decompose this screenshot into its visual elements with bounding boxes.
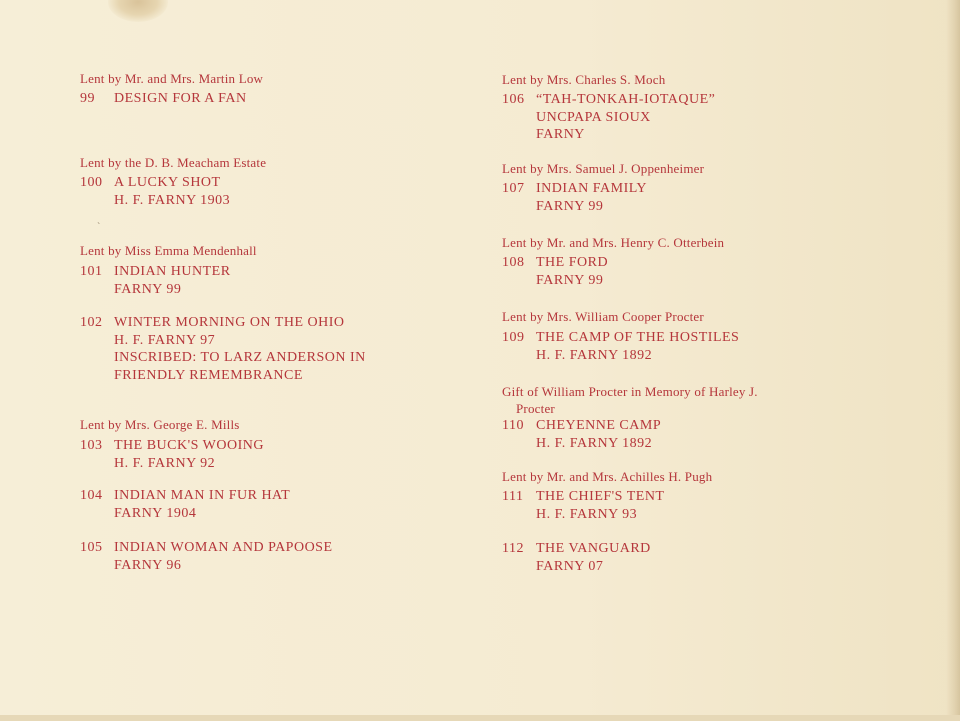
entry-inscription: INSCRIBED: TO LARZ ANDERSON IN bbox=[114, 350, 366, 365]
lender-credit: Lent by Mr. and Mrs. Henry C. Otterbein bbox=[502, 235, 725, 250]
lender-credit: Lent by Mr. and Mrs. Martin Low bbox=[80, 71, 264, 86]
entry-signature: H. F. FARNY 92 bbox=[114, 455, 216, 471]
entry-signature: FARNY bbox=[536, 127, 585, 142]
entry-signature: FARNY 99 bbox=[536, 198, 604, 214]
entry-number: 104 bbox=[80, 488, 103, 503]
entry-number: 105 bbox=[80, 540, 103, 555]
entry-number: 103 bbox=[80, 438, 103, 453]
entry-title: THE CHIEF'S TENT bbox=[536, 489, 665, 504]
entry-title: CHEYENNE CAMP bbox=[536, 418, 662, 433]
entry-title: A LUCKY SHOT bbox=[114, 175, 221, 190]
lender-credit: Lent by Mrs. Samuel J. Oppenheimer bbox=[502, 161, 705, 176]
paper-stain bbox=[108, 0, 168, 22]
entry-title: WINTER MORNING ON THE OHIO bbox=[114, 315, 345, 330]
entry-signature: H. F. FARNY 1892 bbox=[536, 347, 653, 363]
entry-number: 99 bbox=[80, 91, 95, 106]
entry-number: 112 bbox=[502, 541, 524, 556]
entry-number: 109 bbox=[502, 330, 525, 345]
page-bottom-edge bbox=[0, 715, 960, 721]
entry-title: THE FORD bbox=[536, 255, 609, 270]
entry-signature: FARNY 99 bbox=[536, 272, 604, 288]
entry-signature: FARNY 96 bbox=[114, 557, 182, 573]
entry-signature: H. F. FARNY 1903 bbox=[114, 192, 231, 208]
lender-credit-line: Gift of William Procter in Memory of Harley J. bbox=[502, 384, 758, 399]
entry-signature: FARNY 1904 bbox=[114, 505, 197, 521]
entry-signature: H. F. FARNY 97 bbox=[114, 332, 216, 348]
lender-credit: Lent by Mrs. Charles S. Moch bbox=[502, 72, 666, 87]
entry-title: DESIGN FOR A FAN bbox=[114, 91, 247, 106]
entry-title: INDIAN FAMILY bbox=[536, 181, 647, 196]
entry-number: 101 bbox=[80, 264, 103, 279]
entry-number: 111 bbox=[502, 489, 524, 504]
entry-number: 106 bbox=[502, 92, 525, 107]
lender-credit: Lent by Miss Emma Mendenhall bbox=[80, 243, 257, 258]
lender-credit-line: Procter bbox=[516, 401, 555, 416]
entry-signature: H. F. FARNY 1892 bbox=[536, 435, 653, 451]
lender-credit: Lent by Mrs. George E. Mills bbox=[80, 417, 240, 432]
entry-signature: H. F. FARNY 93 bbox=[536, 506, 638, 522]
page-edge-shadow bbox=[946, 0, 960, 721]
entry-number: 110 bbox=[502, 418, 524, 433]
entry-number: 100 bbox=[80, 175, 103, 190]
lender-credit: Lent by the D. B. Meacham Estate bbox=[80, 155, 267, 170]
entry-title: THE CAMP OF THE HOSTILES bbox=[536, 330, 740, 345]
entry-subtitle: UNCPAPA SIOUX bbox=[536, 109, 651, 125]
entry-title: INDIAN MAN IN FUR HAT bbox=[114, 488, 291, 503]
lender-credit bbox=[502, 383, 758, 417]
lender-credit: Lent by Mrs. William Cooper Procter bbox=[502, 309, 704, 324]
entry-title: INDIAN HUNTER bbox=[114, 264, 231, 279]
entry-number: 102 bbox=[80, 315, 103, 330]
ink-speck: ` bbox=[97, 222, 101, 233]
entry-title: “TAH-TONKAH-IOTAQUE” bbox=[536, 92, 716, 107]
entry-inscription: FRIENDLY REMEMBRANCE bbox=[114, 367, 303, 383]
entry-number: 107 bbox=[502, 181, 525, 196]
entry-number: 108 bbox=[502, 255, 525, 270]
entry-signature: FARNY 07 bbox=[536, 558, 604, 574]
lender-credit: Lent by Mr. and Mrs. Achilles H. Pugh bbox=[502, 469, 713, 484]
entry-title: THE BUCK'S WOOING bbox=[114, 438, 264, 453]
entry-signature: FARNY 99 bbox=[114, 281, 182, 297]
entry-title: INDIAN WOMAN AND PAPOOSE bbox=[114, 540, 333, 555]
entry-title: THE VANGUARD bbox=[536, 541, 651, 556]
